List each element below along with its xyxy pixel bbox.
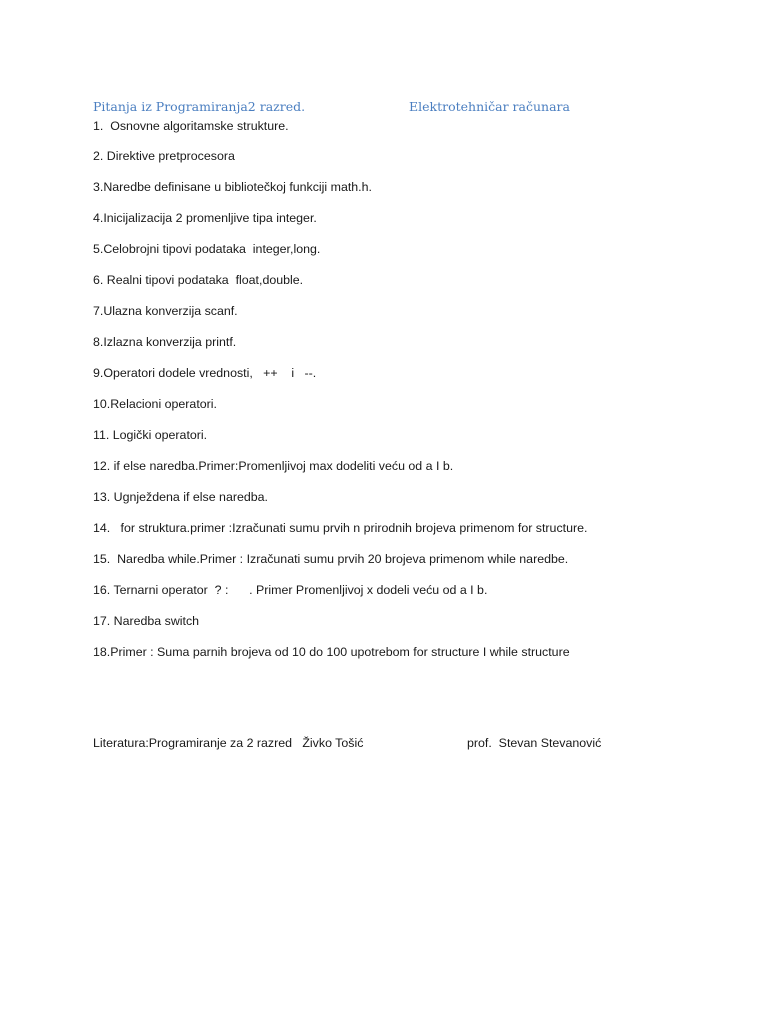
question-item: 12. if else naredba.Primer:Promenljivoj max dodeliti veću od a I b.	[93, 459, 454, 473]
question-item: 2. Direktive pretprocesora	[93, 149, 235, 163]
question-item: 17. Naredba switch	[93, 614, 200, 628]
question-item: 4.Inicijalizacija 2 promenljive tipa integer.	[93, 211, 317, 225]
question-item: 1. Osnovne algoritamske strukture.	[93, 119, 289, 133]
document-subtitle: Elektrotehničar računara	[409, 99, 570, 114]
question-list	[93, 118, 587, 675]
question-item: 15. Naredba while.Primer : Izračunati sumu prvih 20 brojeva primenom while naredbe.	[93, 552, 569, 566]
author-name: prof. Stevan Stevanović	[467, 736, 602, 750]
question-item: 14. for struktura.primer :Izračunati sumu prvih n prirodnih brojeva primenom for structure.	[93, 521, 588, 535]
literature-reference: Literatura:Programiranje za 2 razred Živko Tošić	[93, 736, 364, 750]
question-item: 8.Izlazna konverzija printf.	[93, 335, 237, 349]
question-item: 10.Relacioni operatori.	[93, 397, 217, 411]
question-item: 18.Primer : Suma parnih brojeva od 10 do 100 upotrebom for structure I while structure	[93, 645, 570, 659]
question-item: 6. Realni tipovi podataka float,double.	[93, 273, 304, 287]
question-item: 11. Logički operatori.	[93, 428, 208, 442]
question-item: 7.Ulazna konverzija scanf.	[93, 304, 238, 318]
document-title: Pitanja iz Programiranja2 razred.	[93, 99, 306, 114]
question-item: 5.Celobrojni tipovi podataka integer,long.	[93, 242, 321, 256]
question-item: 9.Operatori dodele vrednosti, ++ i --.	[93, 366, 317, 380]
question-item: 3.Naredbe definisane u bibliotečkoj funkciji math.h.	[93, 180, 372, 194]
question-item: 16. Ternarni operator ? : . Primer Promenljivoj x dodeli veću od a I b.	[93, 583, 488, 597]
question-item: 13. Ugnježdena if else naredba.	[93, 490, 268, 504]
